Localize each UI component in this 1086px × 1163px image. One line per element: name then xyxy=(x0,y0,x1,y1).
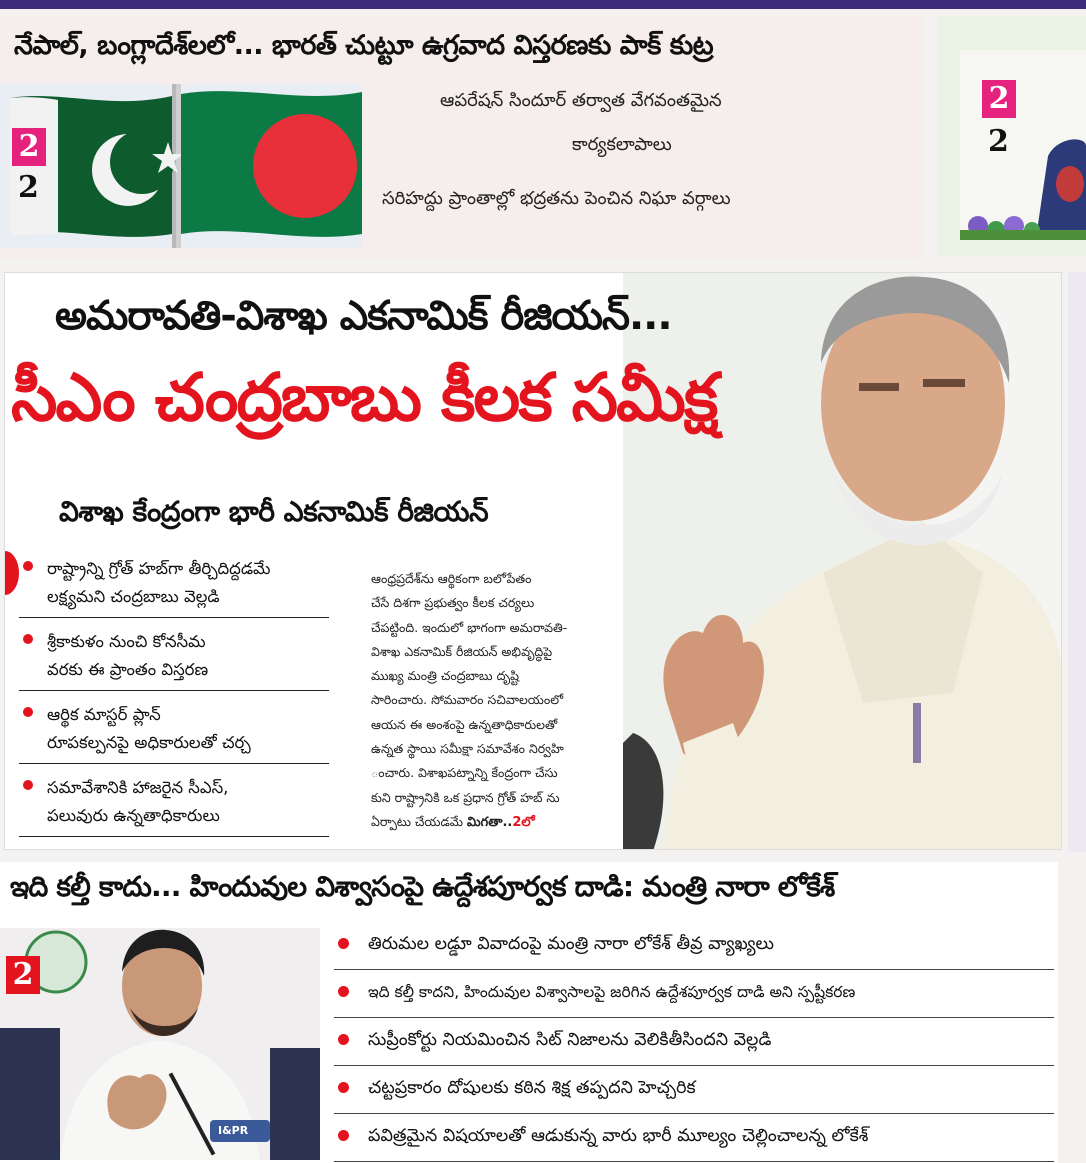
list-item xyxy=(19,701,329,764)
list-item xyxy=(19,555,329,618)
list-item xyxy=(334,924,1054,970)
story3-bullet-list xyxy=(334,924,1054,1163)
list-item xyxy=(19,774,329,837)
story-lokesh-laddu[interactable] xyxy=(0,862,1058,1163)
bullet-dot-icon xyxy=(23,634,33,644)
bullet-dot-icon xyxy=(23,780,33,790)
bullet-text: ఇది కల్తీ కాదని, హిందువుల విశ్వాసాలపై జరిగిన ఉద్దేశపూర్వక దాడి అని స్పష్టీకరణ xyxy=(368,983,856,1001)
side-story-image xyxy=(938,16,1086,256)
bullet-text: చట్టప్రకారం దోషులకు కఠిన శిక్ష తప్పదని హెచ్చరిక xyxy=(368,1078,696,1098)
bullet-dot-icon xyxy=(338,1082,349,1093)
side-brand-logo-badge: 2 xyxy=(982,80,1016,118)
lokesh-portrait-image xyxy=(0,928,320,1160)
pakistan-bangladesh-flags-image xyxy=(0,84,362,248)
lokesh-photo xyxy=(0,928,320,1160)
story1-subline-1: ఆపరేషన్ సిందూర్ తర్వాత వేగవంతమైన xyxy=(440,90,722,111)
continued-label: మిగతా.. xyxy=(466,814,513,830)
bullet-text: సమావేశానికి హాజరైన సీఎస్, పలువురు ఉన్నతాధికారులు xyxy=(47,778,229,825)
flags-photo xyxy=(0,84,362,248)
top-color-bar xyxy=(0,0,1086,9)
bullet-text: శ్రీకాకుళం నుంచి కోనసీమ వరకు ఈ ప్రాంతం విస్తరణ xyxy=(47,632,209,679)
bullet-text: రాష్ట్రాన్ని గ్రోత్ హబ్‌గా తీర్చిదిద్దడమే లక్ష్యమని చంద్రబాబు వెల్లడి xyxy=(47,559,271,606)
story1-headline: నేపాల్, బంగ్లాదేశ్‌లలో... భారత్ చుట్టూ ఉగ్రవాద విస్తరణకు పాక్ కుట్ర xyxy=(14,30,714,61)
brand-logo-number: 2 xyxy=(18,170,39,205)
bullet-text: తిరుమల లడ్డూ వివాదంపై మంత్రి నారా లోకేశ్ తీవ్ర వ్యాఖ్యలు xyxy=(368,934,774,954)
story1-subline-3: సరిహద్దు ప్రాంతాల్లో భద్రతను పెంచిన నిఘా వర్గాలు xyxy=(382,188,731,209)
story3-headline: ఇది కల్తీ కాదు... హిందువుల విశ్వాసంపై ఉద్దేశపూర్వక దాడి: మంత్రి నారా లోకేశ్ xyxy=(10,870,835,903)
right-edge-strip xyxy=(1068,272,1086,852)
bullet-text: సుప్రీంకోర్టు నియమించిన సిట్ నిజాలను వెలికితీసిందని వెల్లడి xyxy=(368,1030,772,1050)
continued-link[interactable] xyxy=(467,815,535,830)
list-item xyxy=(334,972,1054,1018)
bullet-dot-icon xyxy=(338,938,349,949)
list-item xyxy=(334,1068,1054,1114)
main-headline: సీఎం చంద్రబాబు కీలక సమీక్ష xyxy=(11,359,717,436)
main-subhead: విశాఖ కేంద్రంగా భారీ ఎకనామిక్ రీజియన్ xyxy=(59,495,489,528)
main-bullet-list xyxy=(19,555,329,847)
main-story-cm-review[interactable] xyxy=(4,272,1062,850)
bullet-text: పవిత్రమైన విషయాలతో ఆడుకున్న వారు భారీ మూల్యం చెల్లించాలన్న లోకేశ్ xyxy=(368,1126,869,1146)
bullet-text: ఆర్థిక మాస్టర్ ప్లాన్ రూపకల్పనపై అధికారులతో చర్చ xyxy=(47,705,251,752)
side-brand-logo-number: 2 xyxy=(988,124,1009,159)
podium-tag: I&PR xyxy=(218,1124,249,1137)
bullet-dot-icon xyxy=(23,707,33,717)
list-item xyxy=(334,1116,1054,1162)
list-item xyxy=(334,1020,1054,1066)
continued-page: 2లో xyxy=(512,814,535,830)
side-story-thumbnail[interactable] xyxy=(938,16,1086,256)
bullet-dot-icon xyxy=(338,1034,349,1045)
main-kicker: అమరావతి-విశాఖ ఎకనామిక్ రీజియన్... xyxy=(55,293,672,339)
story1-subline-2: కార్యకలాపాలు xyxy=(572,134,672,155)
main-body-copy: ఆంధ్రప్రదేశ్‌ను ఆర్థికంగా బలోపేతం చేసే దిశగా ప్రభుత్వం కీలక చర్యలు చేపట్టింది. ఇందులో భాగంగా అమరావతి- విశాఖ ఎకనామిక్ రీజియన్ అభివృద్ధిపై ముఖ్య మంత్రి చంద్రబాబు దృష్టి సారించారు. సోమవారం సచివాలయంలో ఆయన ఈ అంశంపై ఉన్నతాధికారులతో ఉన్నత స్థాయి సమీక్షా సమావేశం నిర్వహి ంచారు. విశాఖపట్నాన్ని కేంద్రంగా చేసు కుని రాష్ట్రానికి ఒక ప్రధాన గ్రోత్ హబ్ ను ఏర్పాటు చేయడమే xyxy=(371,571,568,829)
bullet-dot-icon xyxy=(23,561,33,571)
page-edge-marker xyxy=(4,551,19,595)
bullet-dot-icon xyxy=(338,986,349,997)
main-body-text xyxy=(371,567,611,835)
story3-brand-logo-badge: 2 xyxy=(6,956,40,994)
bullet-dot-icon xyxy=(338,1130,349,1141)
brand-logo-badge: 2 xyxy=(12,128,46,166)
story-pakistan-plot[interactable] xyxy=(0,16,922,260)
list-item xyxy=(19,628,329,691)
